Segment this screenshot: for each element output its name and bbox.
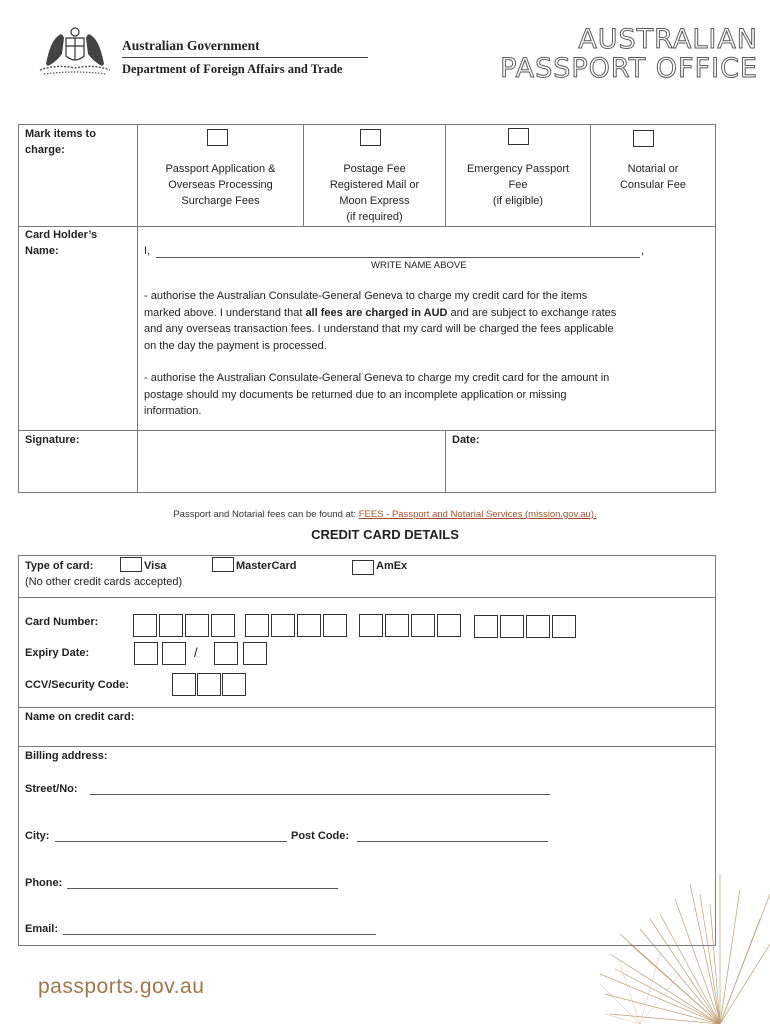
option-emergency-passport: Emergency Passport Fee (if eligible): [466, 163, 570, 207]
billing-address-label: Billing address:: [25, 750, 108, 762]
header-divider: [122, 57, 368, 58]
street-label: Street/No:: [25, 783, 78, 795]
authorisation-paragraph-1: - authorise the Australian Consulate-General Geneva to charge my credit card for the items marked above. I understand that all fees are charged in AUD and are subject to exchange rates and any overseas transaction fees. I understand that my card will be charged the fees applicable on the day the payment is processed.: [144, 290, 617, 352]
option-postage-fee: Postage Fee Registered Mail or Moon Express (if required): [329, 163, 420, 223]
ccv-label: CCV/Security Code:: [25, 679, 129, 691]
fees-link[interactable]: FEES - Passport and Notarial Services (mission.gov.au).: [358, 509, 597, 520]
city-field[interactable]: [55, 841, 287, 842]
name-on-card-label: Name on credit card:: [25, 711, 135, 723]
no-other-cards-note: (No other credit cards accepted): [25, 576, 183, 588]
phone-field[interactable]: [67, 888, 338, 889]
expiry-date-label: Expiry Date:: [25, 647, 90, 659]
visa-label: Visa: [144, 560, 167, 572]
checkbox-postage-fee[interactable]: [360, 129, 381, 146]
signature-field[interactable]: [139, 431, 444, 491]
decorative-star-graphic: [600, 874, 770, 1024]
coat-of-arms-logo: [36, 24, 114, 78]
email-label: Email:: [25, 923, 59, 935]
footer-website: passports.gov.au: [38, 975, 205, 998]
department-title: Department of Foreign Affairs and Trade: [122, 62, 343, 76]
date-label: Date:: [452, 434, 480, 446]
checkbox-emergency-passport[interactable]: [508, 128, 529, 145]
checkbox-passport-application[interactable]: [207, 129, 228, 146]
card-holder-label: Card Holder’s: [25, 229, 98, 241]
expiry-slash: /: [194, 645, 198, 660]
date-field[interactable]: [447, 450, 713, 491]
phone-label: Phone:: [25, 877, 63, 889]
checkbox-notarial-fee[interactable]: [633, 130, 654, 147]
checkbox-mastercard[interactable]: [212, 557, 234, 572]
checkbox-visa[interactable]: [120, 557, 142, 572]
mark-items-label-cont: charge:: [25, 144, 65, 156]
city-label: City:: [25, 830, 50, 842]
name-suffix: ,: [641, 245, 645, 257]
government-title: Australian Government: [122, 38, 260, 53]
fees-note: Passport and Notarial fees can be found at: FEES - Passport and Notarial Services (mission.gov.au).: [173, 509, 597, 520]
name-on-card-field[interactable]: [150, 709, 710, 743]
option-notarial-fee: Notarial or Consular Fee: [619, 163, 687, 191]
authorisation-paragraph-2: - authorise the Australian Consulate-General Geneva to charge my credit card for the amount in postage should my documents be returned due to an incomplete application or missing information.: [144, 372, 610, 417]
name-prefix: I,: [144, 245, 151, 257]
amex-label: AmEx: [376, 560, 408, 572]
credit-card-heading: CREDIT CARD DETAILS: [311, 527, 459, 542]
post-code-label: Post Code:: [291, 830, 350, 842]
signature-label: Signature:: [25, 434, 80, 446]
card-type-label: Type of card:: [25, 560, 94, 572]
street-field[interactable]: [90, 794, 550, 795]
write-name-hint: WRITE NAME ABOVE: [371, 260, 467, 271]
post-code-field[interactable]: [357, 841, 548, 842]
card-holder-label-cont: Name:: [25, 245, 59, 257]
mastercard-label: MasterCard: [236, 560, 297, 572]
office-title-line1: AUSTRALIAN: [578, 24, 758, 55]
mark-items-label: Mark items to: [25, 128, 96, 140]
card-number-label: Card Number:: [25, 616, 99, 628]
email-field[interactable]: [63, 934, 376, 935]
option-passport-application: Passport Application & Overseas Processing Surcharge Fees: [165, 163, 276, 207]
office-title-line2: PASSPORT OFFICE: [500, 53, 758, 84]
checkbox-amex[interactable]: [352, 560, 374, 575]
